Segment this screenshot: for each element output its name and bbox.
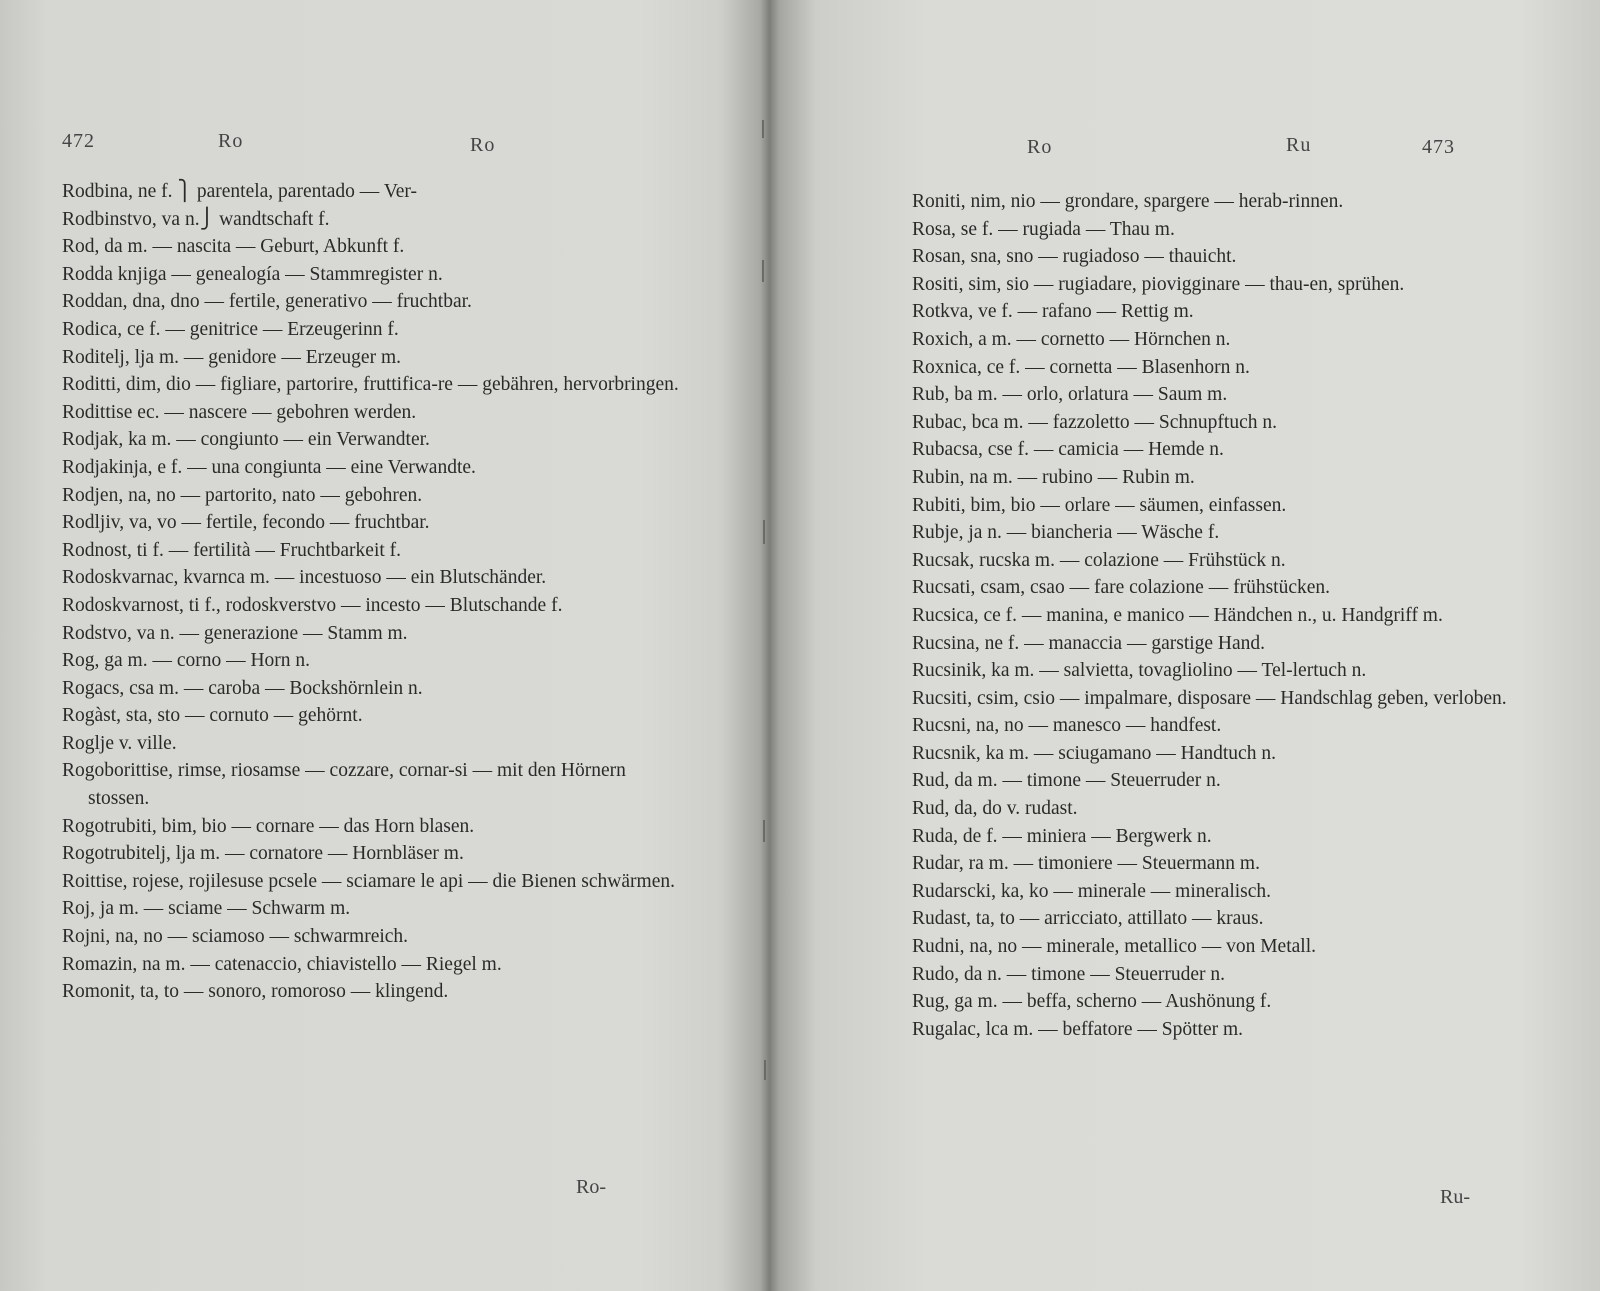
dictionary-entry: Rucsnik, ka m. — sciugamano — Handtuch n. (912, 742, 1276, 764)
dictionary-entry: Rodoskvarnost, ti f., rodoskverstvo — incesto — Blutschande f. (62, 594, 563, 616)
catchword: Ro- (576, 1176, 606, 1198)
dictionary-entry: Rodljiv, va, vo — fertile, fecondo — fruchtbar. (62, 512, 430, 534)
dictionary-entry: Ruda, de f. — miniera — Bergwerk n. (912, 825, 1212, 847)
dictionary-entry: Rucsiti, csim, csio — impalmare, disposare — Handschlag geben, verloben. (912, 687, 1507, 709)
dictionary-entry: Rubiti, bim, bio — orlare — säumen, einfassen. (912, 494, 1287, 516)
dictionary-entry: Rodbinstvo, va n.⎭ wandtschaft f. (62, 208, 330, 230)
dictionary-entry: Rucsica, ce f. — manina, e manico — Händchen n., u. Handgriff m. (912, 604, 1443, 626)
dictionary-entry: Rud, da m. — timone — Steuerruder n. (912, 770, 1221, 792)
binding-stitch (762, 260, 764, 282)
dictionary-entry: Rubin, na m. — rubino — Rubin m. (912, 466, 1195, 488)
dictionary-entry: Rodjen, na, no — partorito, nato — gebohren. (62, 484, 423, 506)
dictionary-entries (912, 188, 1507, 1043)
dictionary-entry: Rogotrubiti, bim, bio — cornare — das Horn blasen. (62, 815, 475, 837)
page-number: 473 (1422, 136, 1455, 158)
dictionary-entry: Roglje v. ville. (62, 732, 177, 754)
page-number: 472 (62, 130, 95, 152)
left-page (0, 0, 760, 1291)
dictionary-entry: Rog, ga m. — corno — Horn n. (62, 650, 311, 672)
dictionary-entry: Rodjakinja, e f. — una congiunta — eine Verwandte. (62, 456, 476, 478)
dictionary-entry: Rosa, se f. — rugiada — Thau m. (912, 218, 1175, 240)
dictionary-entry: Rub, ba m. — orlo, orlatura — Saum m. (912, 384, 1228, 406)
binding-stitch (764, 1060, 766, 1080)
dictionary-entry: Rudni, na, no — minerale, metallico — von Metall. (912, 936, 1316, 958)
dictionary-entry: Rogacs, csa m. — caroba — Bockshörnlein n. (62, 677, 423, 699)
dictionary-entry: Rosan, sna, sno — rugiadoso — thauicht. (912, 246, 1237, 268)
dictionary-entry: Rudast, ta, to — arricciato, attillato — kraus. (912, 908, 1264, 930)
dictionary-entry: Rud, da, do v. rudast. (912, 798, 1078, 820)
dictionary-entry: Rucsinik, ka m. — salvietta, tovagliolino — Tel-lertuch n. (912, 660, 1367, 682)
dictionary-entry: Rodbina, ne f. ⎫ parentela, parentado — Ver- (62, 181, 417, 202)
dictionary-entry: Rotkva, ve f. — rafano — Rettig m. (912, 301, 1194, 323)
dictionary-entry: Romazin, na m. — catenaccio, chiavistello — Riegel m. (62, 953, 502, 975)
dictionary-entry: Rodda knjiga — genealogía — Stammregister n. (62, 263, 443, 285)
dictionary-entry: Rogotrubitelj, lja m. — cornatore — Hornbläser m. (62, 843, 464, 865)
dictionary-entry: Rug, ga m. — beffa, scherno — Aushönung f. (912, 991, 1272, 1013)
dictionary-entry: Rodjak, ka m. — congiunto — ein Verwandter. (62, 429, 430, 451)
dictionary-entry: Rodica, ce f. — genitrice — Erzeugerinn f. (62, 318, 399, 340)
dictionary-entry: Rubacsa, cse f. — camicia — Hemde n. (912, 439, 1224, 461)
dictionary-entry: Rubje, ja n. — biancheria — Wäsche f. (912, 522, 1220, 544)
binding-stitch (763, 520, 765, 544)
dictionary-entry: Rucsak, rucska m. — colazione — Frühstück n. (912, 549, 1286, 571)
dictionary-entry: Rucsni, na, no — manesco — handfest. (912, 715, 1222, 737)
dictionary-entry: Roxnica, ce f. — cornetta — Blasenhorn n. (912, 356, 1250, 378)
dictionary-entry: Rod, da m. — nascita — Geburt, Abkunft f. (62, 236, 405, 258)
dictionary-entry: Roxich, a m. — cornetto — Hörnchen n. (912, 328, 1231, 350)
dictionary-entry: Rudarscki, ka, ko — minerale — mineralisch. (912, 880, 1272, 902)
dictionary-entries (62, 178, 679, 1006)
running-head-left: Ro (1027, 136, 1053, 158)
running-head-right: Ru (1286, 134, 1312, 156)
dictionary-entry: Rogàst, sta, sto — cornuto — gehörnt. (62, 705, 363, 727)
dictionary-entry: Rubac, bca m. — fazzoletto — Schnupftuch n. (912, 411, 1277, 433)
dictionary-entry: Roditti, dim, dio — figliare, partorire, fruttifica-re — gebähren, hervorbringen. (62, 374, 679, 396)
dictionary-entry: Rucsati, csam, csao — fare colazione — frühstücken. (912, 577, 1331, 599)
dictionary-entry: Romonit, ta, to — sonoro, romoroso — klingend. (62, 981, 449, 1003)
dictionary-entry: Rojni, na, no — sciamoso — schwarmreich. (62, 926, 409, 948)
running-head-right: Ro (470, 134, 496, 156)
catchword: Ru- (1440, 1186, 1470, 1208)
right-page (772, 0, 1600, 1291)
binding-stitch (763, 820, 765, 842)
dictionary-entry: Roittise, rojese, rojilesuse pcsele — sciamare le api — die Bienen schwärmen. (62, 870, 675, 892)
running-head-left: Ro (218, 130, 244, 152)
dictionary-entry: Rodoskvarnac, kvarnca m. — incestuoso — ein Blutschänder. (62, 567, 547, 589)
dictionary-entry: Rodittise ec. — nascere — gebohren werden. (62, 401, 417, 423)
dictionary-entry: Rugalac, lca m. — beffatore — Spötter m. (912, 1018, 1244, 1040)
dictionary-entry: Rodstvo, va n. — generazione — Stamm m. (62, 622, 408, 644)
dictionary-entry: Rodnost, ti f. — fertilità — Fruchtbarkeit f. (62, 539, 402, 561)
dictionary-entry: Roddan, dna, dno — fertile, generativo — fruchtbar. (62, 291, 472, 313)
dictionary-entry: Roj, ja m. — sciame — Schwarm m. (62, 898, 351, 920)
dictionary-entry: Rogoborittise, rimse, riosamse — cozzare, cornar-si — mit den Hörnern stossen. (62, 760, 626, 810)
dictionary-entry: Roditelj, lja m. — genidore — Erzeuger m. (62, 346, 401, 368)
binding-stitch (762, 120, 764, 138)
dictionary-entry: Roniti, nim, nio — grondare, spargere — herab-rinnen. (912, 191, 1344, 212)
dictionary-entry: Rudar, ra m. — timoniere — Steuermann m. (912, 853, 1260, 875)
dictionary-entry: Rucsina, ne f. — manaccia — garstige Hand. (912, 632, 1266, 654)
dictionary-entry: Rositi, sim, sio — rugiadare, piovigginare — thau-en, sprühen. (912, 273, 1405, 295)
dictionary-entry: Rudo, da n. — timone — Steuerruder n. (912, 963, 1226, 985)
